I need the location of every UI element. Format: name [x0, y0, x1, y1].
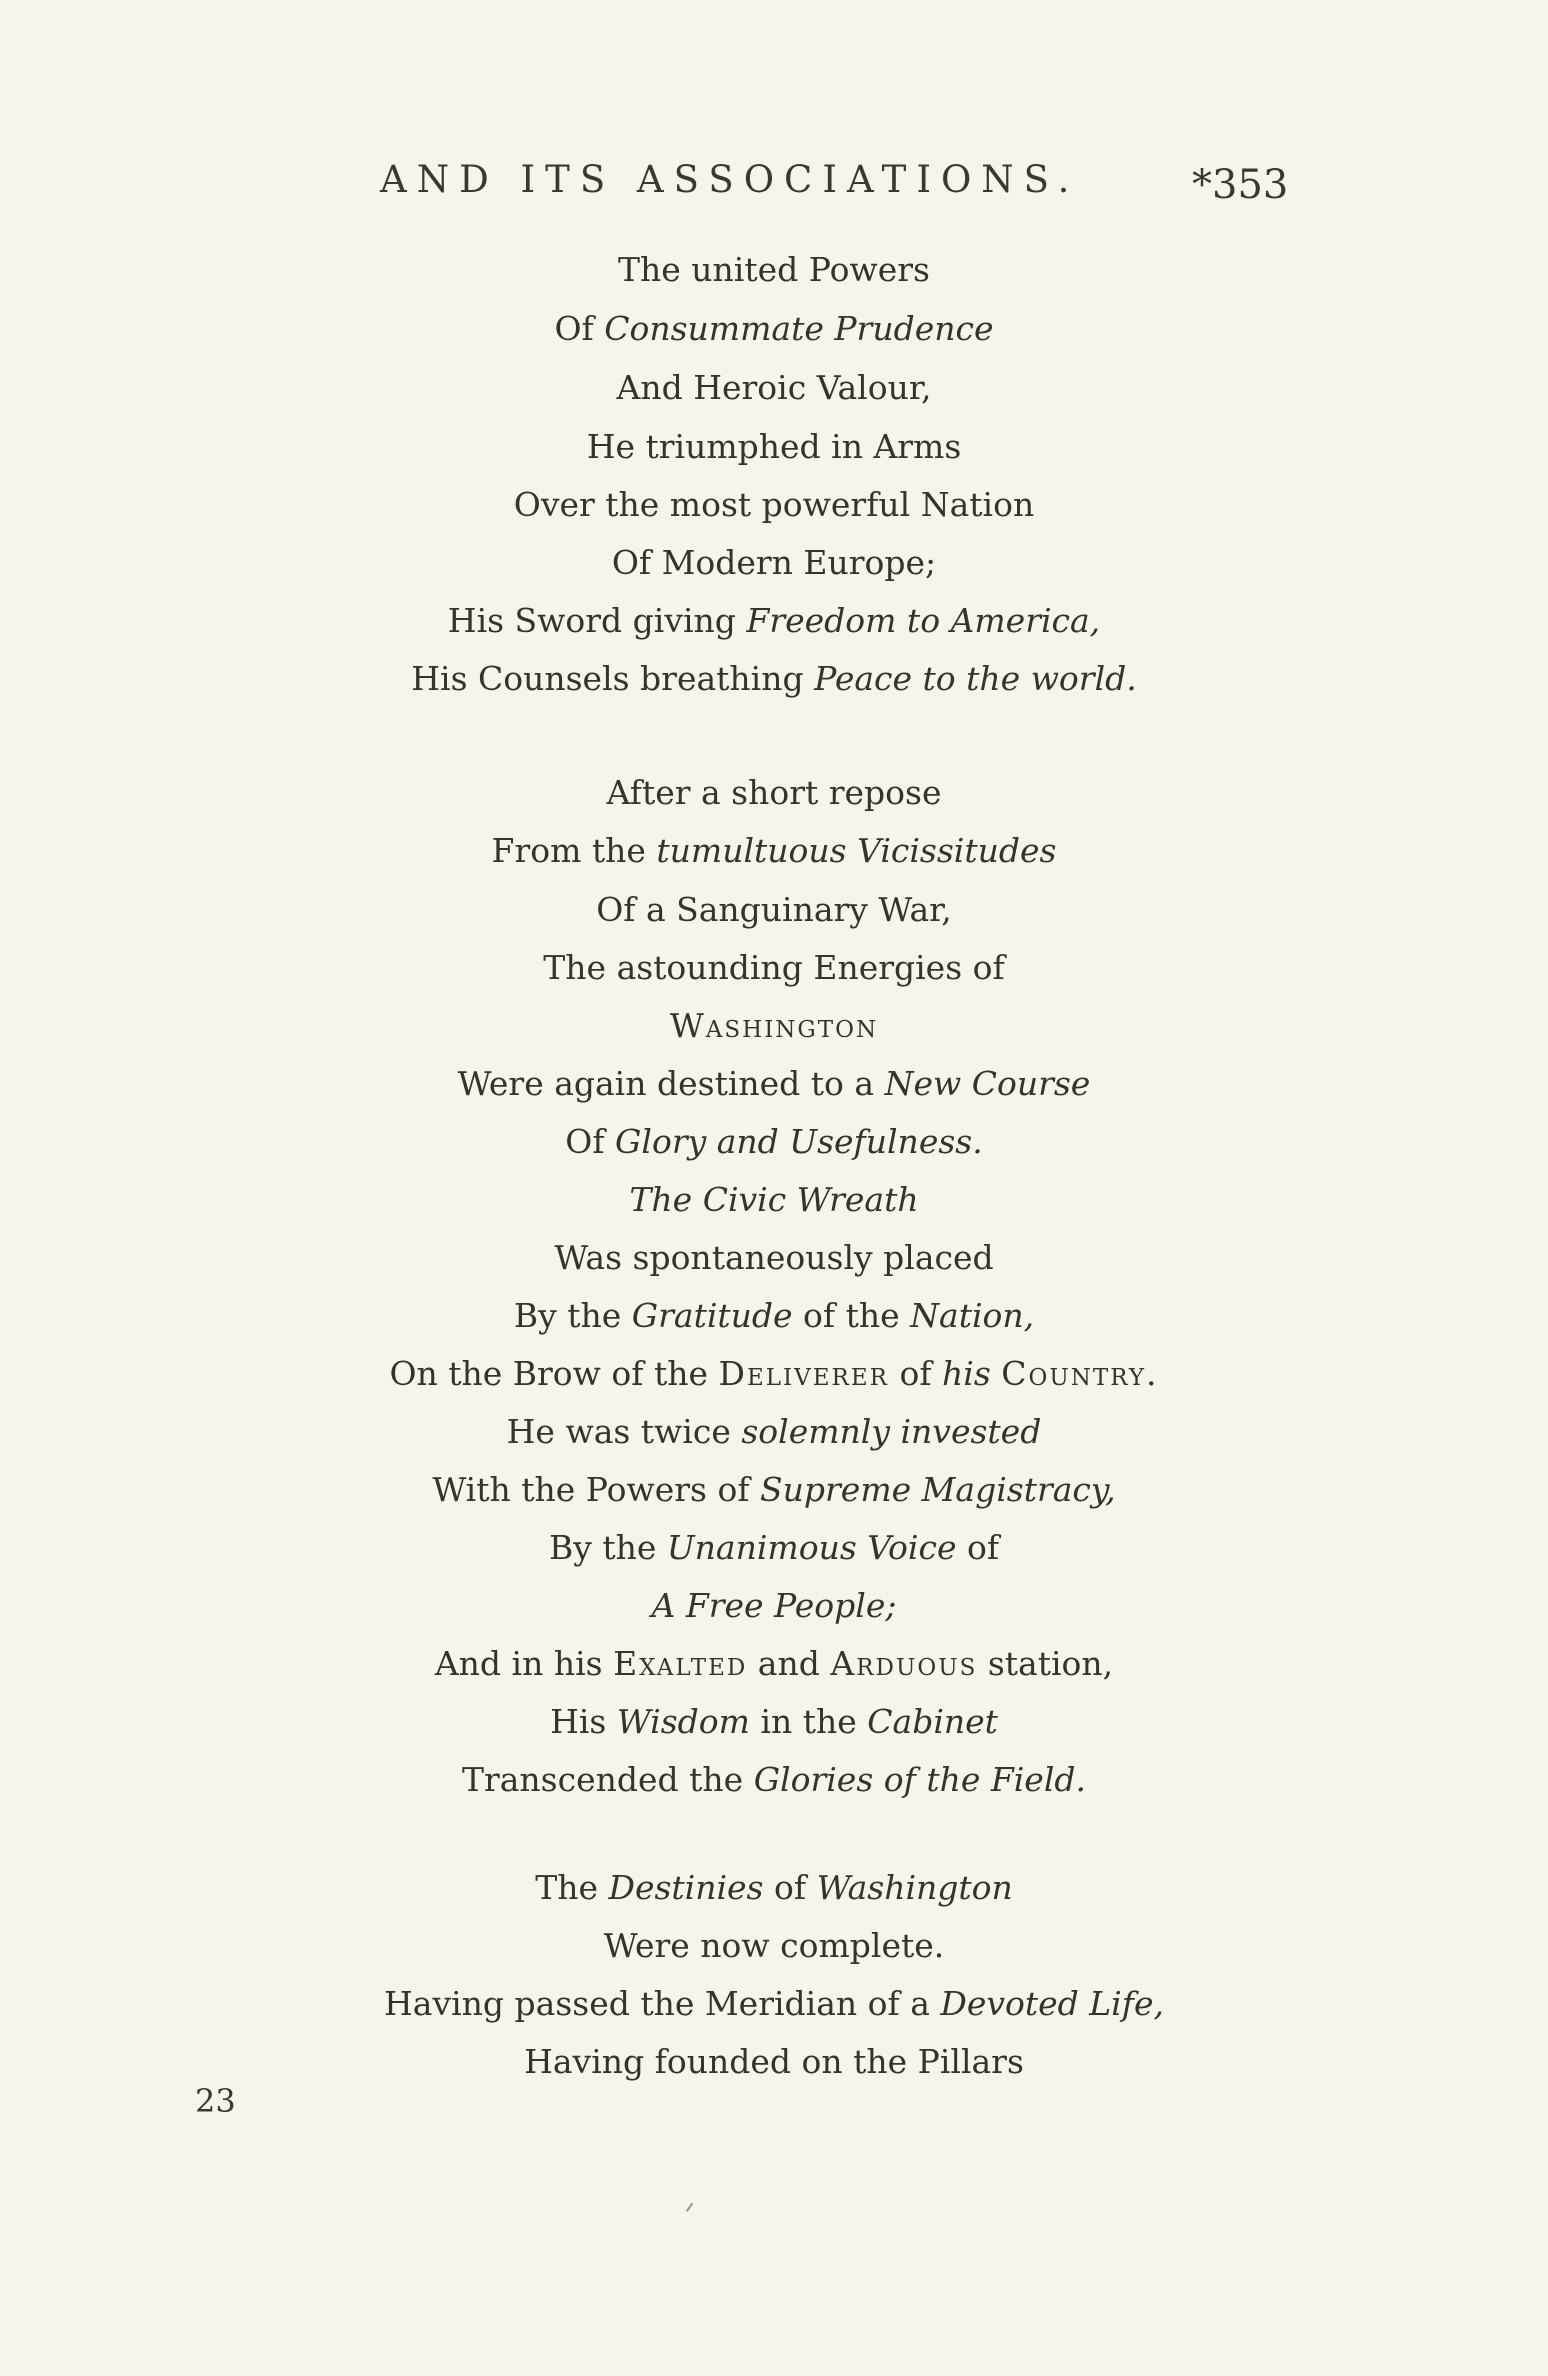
italic-phrase: Washington [816, 1868, 1013, 1907]
italic-phrase: Devoted Life, [940, 1984, 1164, 2023]
verse-line: The united Powers [618, 250, 930, 289]
verse-line: Of a Sanguinary War, [596, 890, 952, 929]
italic-phrase: Glory and Usefulness. [615, 1122, 983, 1161]
verse-line: From the tumultuous Vicissitudes [491, 831, 1057, 870]
verse-line [0, 1586, 1548, 1626]
signature-mark: 23 [195, 2082, 236, 2120]
small-caps-name: Washington [669, 1006, 879, 1045]
verse-line: Were now complete. [603, 1926, 945, 1965]
verse-line: The astounding Energies of [543, 948, 1005, 987]
verse-line: Of Glory and Usefulness. [565, 1122, 983, 1161]
verse-line: Transcended the Glories of the Field. [461, 1760, 1087, 1799]
verse-line: And in his Exalted and Arduous station, [434, 1644, 1114, 1683]
italic-phrase: Glories of the Field. [753, 1760, 1087, 1799]
verse-line [0, 1180, 1548, 1220]
verse-line: Were again destined to a New Course [457, 1064, 1091, 1103]
italic-phrase: Cabinet [867, 1702, 998, 1741]
italic-phrase: Consummate Prudence [604, 309, 994, 348]
italic-phrase: New Course [884, 1064, 1091, 1103]
italic-phrase: tumultuous Vicissitudes [656, 831, 1057, 870]
verse-line [0, 1006, 1548, 1046]
verse-line: And Heroic Valour, [616, 368, 932, 407]
italic-phrase: The Civic Wreath [629, 1180, 919, 1219]
verse-line: Having passed the Meridian of a Devoted Life, [384, 1984, 1164, 2023]
italic-phrase: Peace to the world. [814, 659, 1137, 698]
verse-line: Of Modern Europe; [611, 543, 937, 582]
small-caps-word: Deliverer [718, 1354, 889, 1393]
verse-line: With the Powers of Supreme Magistracy, [432, 1470, 1116, 1509]
verse-line: Having founded on the Pillars [524, 2042, 1024, 2081]
italic-phrase: Unanimous Voice [666, 1528, 957, 1567]
verse-line: On the Brow of the Deliverer of his Country. [389, 1354, 1159, 1393]
verse-line: Was spontaneously placed [554, 1238, 994, 1277]
italic-phrase: Supreme Magistracy, [760, 1470, 1116, 1509]
page-number: *353 [1192, 162, 1289, 208]
italic-phrase: Destinies [608, 1868, 764, 1907]
italic-phrase: Freedom to America, [746, 601, 1101, 640]
italic-phrase: Gratitude [631, 1296, 793, 1335]
italic-phrase: Nation, [910, 1296, 1035, 1335]
italic-phrase: solemnly invested [741, 1412, 1042, 1451]
verse-line: By the Unanimous Voice of [548, 1528, 1000, 1567]
verse-line: By the Gratitude of the Nation, [513, 1296, 1035, 1335]
running-title: AND ITS ASSOCIATIONS. [380, 158, 1080, 201]
verse-line: Of Consummate Prudence [554, 309, 994, 348]
verse-line: He triumphed in Arms [586, 427, 962, 466]
verse-line: Over the most powerful Nation [513, 485, 1035, 524]
italic-phrase: his [942, 1354, 991, 1393]
verse-line: He was twice solemnly invested [506, 1412, 1042, 1451]
verse-line: After a short repose [606, 773, 942, 812]
small-caps-word: Country. [1001, 1354, 1159, 1393]
small-caps-word: Exalted [613, 1644, 748, 1683]
verse-line: His Sword giving Freedom to America, [447, 601, 1101, 640]
small-caps-word: Arduous [830, 1644, 978, 1683]
verse-line: The Destinies of Washington [535, 1868, 1013, 1907]
paper-speck [686, 2203, 698, 2216]
verse-line: His Wisdom in the Cabinet [550, 1702, 998, 1741]
italic-phrase: Wisdom [616, 1702, 750, 1741]
verse-line: His Counsels breathing Peace to the world. [411, 659, 1137, 698]
italic-phrase: A Free People; [651, 1586, 897, 1625]
